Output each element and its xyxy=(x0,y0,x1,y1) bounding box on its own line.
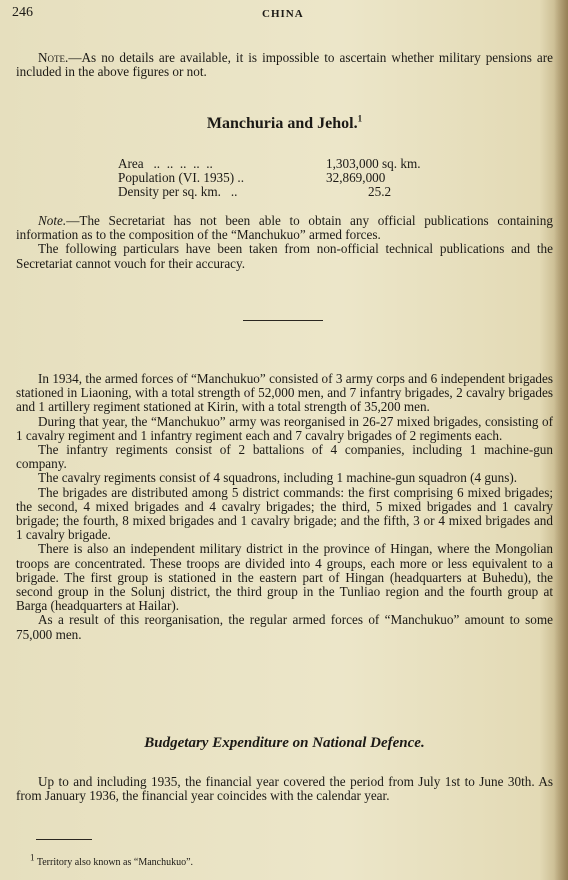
note-secretariat-label: Note. xyxy=(38,213,67,228)
stats-value: 32,869,000 xyxy=(326,170,386,186)
footnote xyxy=(30,852,530,868)
footnote-text: Territory also known as “Manchukuo”. xyxy=(36,857,194,868)
note-label: Note. xyxy=(38,50,69,65)
budget-heading xyxy=(16,735,553,752)
footnote-rule xyxy=(36,839,92,840)
note-secretariat xyxy=(16,214,553,271)
footnote-ref: 1 xyxy=(357,113,363,124)
footnote-mark: 1 xyxy=(30,852,35,863)
body-paragraph: The infantry regiments consist of 2 battalions of 4 companies, including 1 machine-gun company. xyxy=(16,442,553,472)
stats-row-area xyxy=(118,157,466,171)
note-secretariat-p2: The following particulars have been taken from non-official technical publications and the Secretariat cannot vouch for their accuracy. xyxy=(16,241,553,271)
stats-label: Area .. .. .. .. .. xyxy=(118,156,213,171)
budget-title: Budgetary Expenditure on National Defence. xyxy=(144,735,425,751)
section-title: Manchuria and Jehol. xyxy=(206,115,358,132)
section-divider xyxy=(243,320,323,321)
stats-label: Density per sq. km. .. xyxy=(118,184,238,200)
stats-value: 25.2 xyxy=(368,184,392,200)
section-title-wrap xyxy=(16,115,553,133)
note-pensions xyxy=(16,51,553,79)
body-paragraph: During that year, the “Manchukuo” army was reorganised in 26-27 mixed brigades, consisting of 1 cavalry regiment and 1 infantry regiment each and 7 cavalry brigades of 2 regiments each. xyxy=(16,413,553,443)
body-paragraph: As a result of this reorganisation, the regular armed forces of “Manchukuo” amount to some 75,000 men. xyxy=(16,612,553,642)
stats-value: 1,303,000 sq. km. xyxy=(326,156,421,171)
body-paragraph: The brigades are distributed among 5 district commands: the first comprising 6 mixed brigades; the second, 4 mixed brigades and 4 cavalry brigades; the third, 5 mixed brigades and 1 cavalry brigade; the fourth, 8 mixed brigades and 1 cavalry brigade; and the fifth, 3 or 4 mixed brigades and 1 cavalry brigade. xyxy=(16,484,553,543)
body-text xyxy=(16,372,553,642)
running-title: CHINA xyxy=(262,8,304,20)
note-secretariat-text: —The Secretariat has not been able to obtain any official publications containing information as to the composition of the “Manchukuo” armed forces. xyxy=(16,213,553,243)
body-paragraph: There is also an independent military district in the province of Hingan, where the Mongolian troops are concentrated. These troops are divided into 4 groups, each more or less equivalent to a brigade. The first group is stationed in the eastern part of Hingan (headquarters at Buhedu), the second group in the Solunj district, the third group in the Tunliao region and the fourth group at Barga (headquarters at Hailar). xyxy=(16,541,553,614)
page-number: 246 xyxy=(12,5,33,20)
body-paragraph: The cavalry regiments consist of 4 squadrons, including 1 machine-gun squadron (4 guns). xyxy=(38,470,518,486)
note-pensions-text: —As no details are available, it is impossible to ascertain whether military pensions are included in the above figures or not. xyxy=(16,50,553,80)
page-edge-shadow xyxy=(554,0,568,880)
stats-label: Population (VI. 1935) .. xyxy=(118,170,245,186)
section-heading xyxy=(16,115,553,133)
budget-text: Up to and including 1935, the financial year covered the period from July 1st to June 30th. As from January 1936, the financial year coincides with the calendar year. xyxy=(16,774,553,804)
stats-row-density xyxy=(118,185,466,199)
stats-table xyxy=(118,157,466,200)
body-paragraph: In 1934, the armed forces of “Manchukuo” consisted of 3 army corps and 6 independent brigades stationed in Liaoning, with a total strength of 52,000 men, and 7 infantry brigades, 2 cavalry brigades and 1 artillery regiment stationed at Kirin, with a total strength of 35,200 men. xyxy=(16,371,553,415)
note-secretariat-p1 xyxy=(16,214,553,242)
stats-row-population xyxy=(118,171,466,185)
